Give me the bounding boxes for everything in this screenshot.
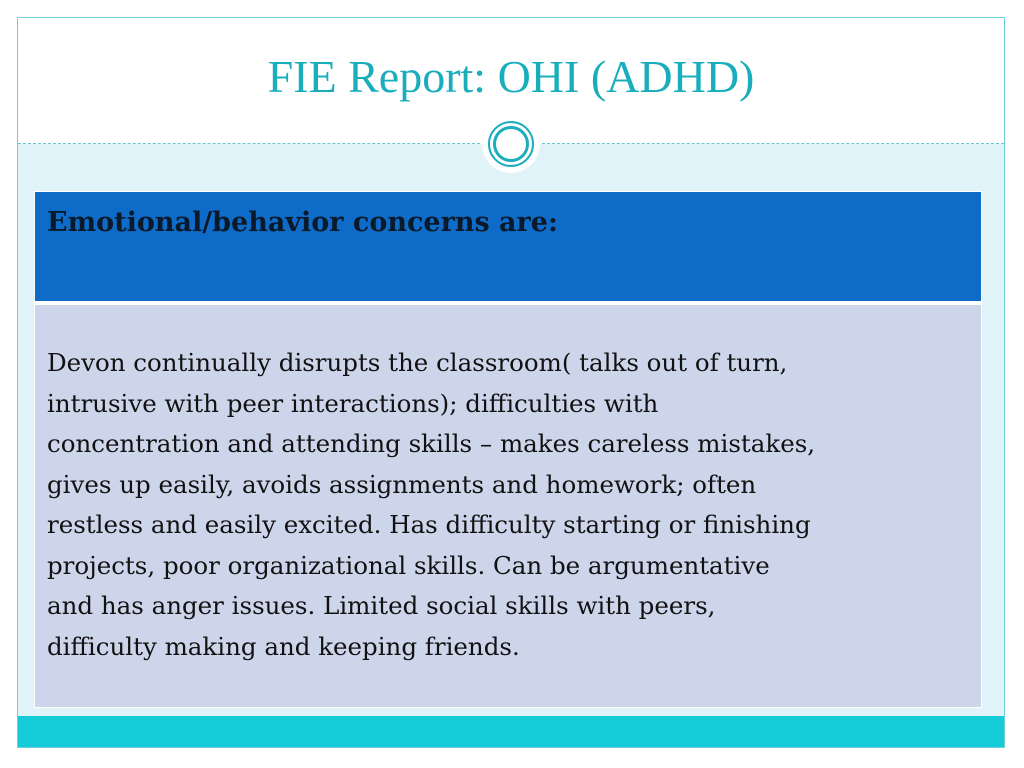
slide-title: FIE Report: OHI (ADHD): [267, 51, 755, 102]
ornament-inner-ring: [493, 126, 529, 162]
table-header-cell: Emotional/behavior concerns are:: [35, 192, 981, 305]
concerns-table: [34, 191, 982, 708]
table-body-cell: Devon continually disrupts the classroom( talks out of turn, intrusive with peer interactions); difficulties with concentration and attending skills – makes careless mistakes, gives up easily, avoids assignments and homework; often restless and easily excited. Has difficulty starting or finishing projects, poor organizational skills. Can be argumentative and has anger issues. Limited social skills with peers, difficulty making and keeping friends.: [35, 305, 981, 707]
footer-bar: [18, 716, 1004, 747]
slide-frame: [17, 17, 1005, 748]
circle-ornament-icon: [482, 115, 540, 173]
